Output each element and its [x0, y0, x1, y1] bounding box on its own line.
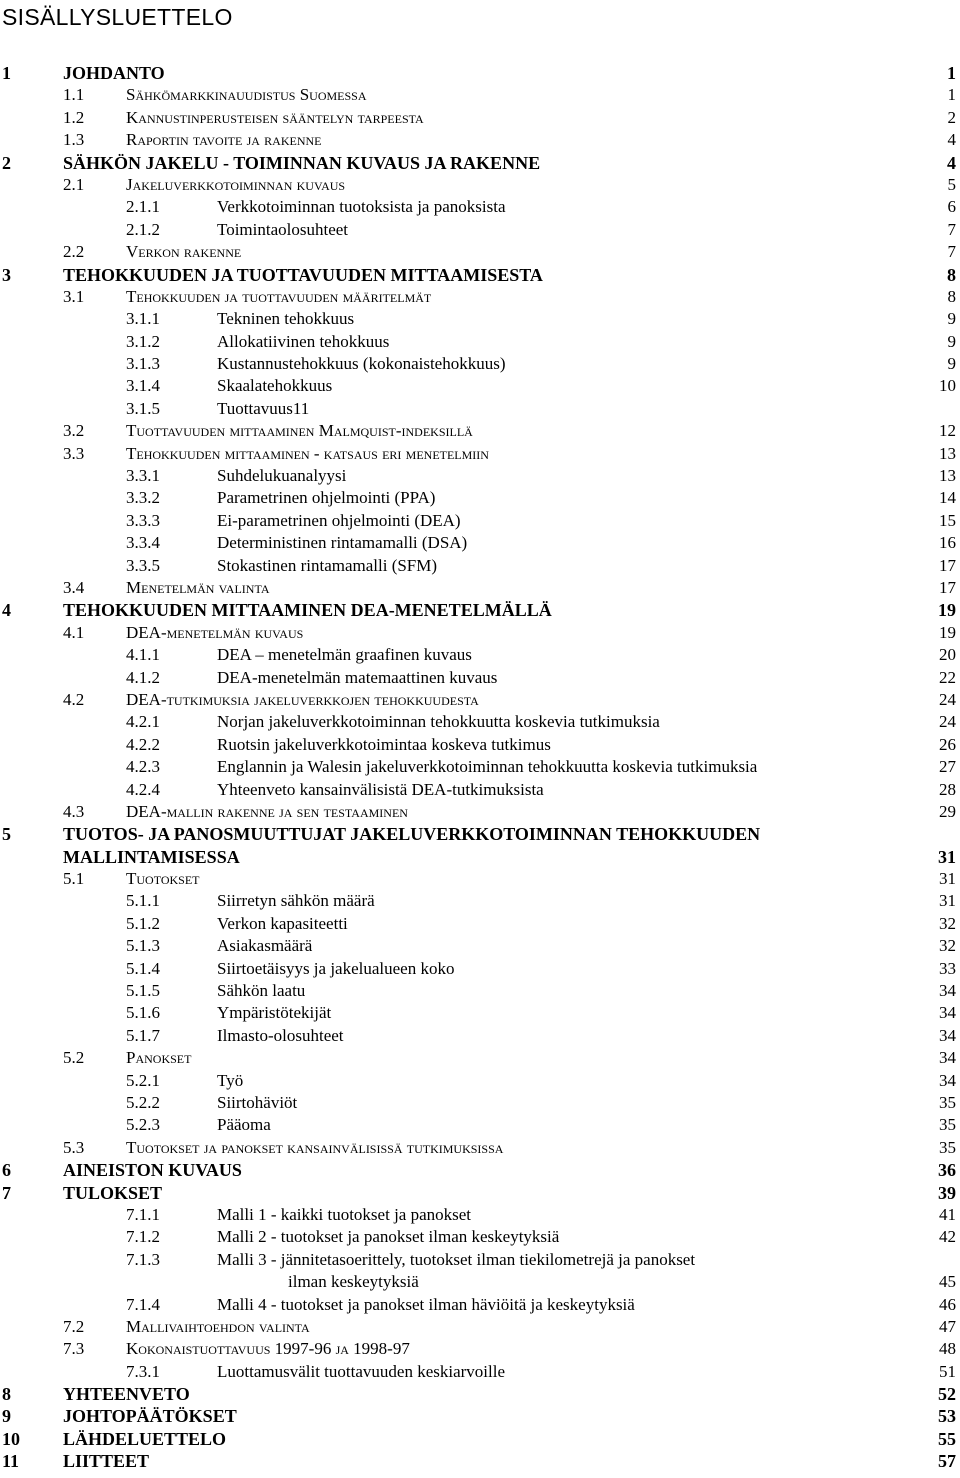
table-of-contents: [0, 62, 960, 1473]
toc-entry-page: 34: [939, 1025, 956, 1045]
toc-entry-page: 28: [939, 779, 956, 799]
toc-entry[interactable]: [0, 532, 960, 554]
toc-entry-page: 7: [947, 242, 956, 262]
toc-entry[interactable]: [0, 107, 960, 129]
toc-entry[interactable]: [0, 308, 960, 330]
toc-entry-title: Ei-parametrinen ohjelmointi (DEA): [217, 510, 461, 530]
toc-entry[interactable]: [0, 1204, 960, 1226]
toc-entry-number: 2: [2, 152, 11, 173]
toc-entry-number: 7.1.3: [126, 1249, 160, 1269]
toc-entry[interactable]: [0, 734, 960, 756]
toc-entry[interactable]: [0, 331, 960, 353]
toc-entry[interactable]: [0, 555, 960, 577]
toc-entry-title: Verkkotoiminnan tuotoksista ja panoksista: [217, 197, 506, 217]
toc-entry-page: 15: [939, 510, 956, 530]
toc-entry-title: Allokatiivinen tehokkuus: [217, 331, 390, 351]
toc-entry-title: Toimintaolosuhteet: [217, 219, 349, 239]
toc-entry-page: 27: [939, 757, 956, 777]
toc-entry-page: 19: [939, 622, 956, 642]
toc-entry-title: Luottamusvälit tuottavuuden keskiarvoille: [217, 1361, 505, 1381]
toc-entry-number: 3.3.1: [126, 466, 160, 486]
toc-entry-title: Malli 1 - kaikki tuotokset ja panokset: [217, 1204, 472, 1224]
toc-entry-number: 5.1.1: [126, 891, 160, 911]
toc-entry-number: 3.2: [63, 421, 85, 441]
toc-entry[interactable]: [0, 935, 960, 957]
toc-entry-title: DEA-menetelmän matemaattinen kuvaus: [217, 667, 498, 687]
toc-entry-page: 22: [939, 667, 956, 687]
toc-entry[interactable]: [0, 756, 960, 778]
toc-entry-number: 5.2.3: [126, 1115, 160, 1135]
toc-entry-title: Verkon rakenne: [126, 242, 242, 262]
toc-entry-number: 4.1.2: [126, 667, 160, 687]
toc-entry-page: 34: [939, 1048, 956, 1068]
toc-entry[interactable]: [0, 129, 960, 151]
toc-entry-number: 3.3.2: [126, 488, 160, 508]
toc-entry-page: 2: [947, 107, 956, 127]
toc-entry[interactable]: [0, 241, 960, 263]
toc-entry-title: Ympäristötekijät: [217, 1003, 332, 1023]
toc-entry-title: Deterministinen rintamamalli (DSA): [217, 533, 468, 553]
toc-entry-title: Kannustinperusteisen sääntelyn tarpeesta: [126, 107, 424, 127]
toc-entry[interactable]: [0, 1383, 960, 1405]
toc-entry-page: 34: [939, 981, 956, 1001]
toc-entry[interactable]: [0, 1294, 960, 1316]
toc-entry-number: 4.2.1: [126, 712, 160, 732]
toc-entry-page: 9: [947, 309, 956, 329]
toc-entry-number: 1: [2, 63, 11, 83]
toc-entry-title: Panokset: [126, 1048, 192, 1068]
toc-entry-page: 34: [939, 1070, 956, 1090]
toc-entry[interactable]: [0, 264, 960, 286]
toc-entry[interactable]: [0, 1182, 960, 1204]
toc-entry[interactable]: [0, 1316, 960, 1338]
toc-entry-title: Pääoma: [217, 1115, 271, 1135]
toc-entry[interactable]: [0, 84, 960, 106]
toc-entry-page: 1: [947, 63, 956, 83]
toc-entry-number: 4.2.3: [126, 757, 160, 777]
toc-entry-number: 5.3: [63, 1137, 85, 1157]
toc-entry[interactable]: [0, 644, 960, 666]
toc-entry[interactable]: [0, 196, 960, 218]
toc-entry-title: Raportin tavoite ja rakenne: [126, 130, 322, 150]
toc-entry-page: 17: [939, 555, 956, 575]
toc-entry-number: 7.1.2: [126, 1227, 160, 1247]
toc-entry-page: 6: [947, 197, 956, 217]
toc-entry-page: 10: [939, 376, 956, 396]
toc-entry-page: 31: [939, 891, 956, 911]
toc-entry-page: 32: [939, 936, 956, 956]
toc-entry-title: Ilmasto-olosuhteet: [217, 1025, 344, 1045]
toc-entry-title: Malli 4 - tuotokset ja panokset ilman häviöitä ja keskeytyksiä: [217, 1294, 635, 1314]
toc-entry-title: DEA-mallin rakenne ja sen testaaminen: [126, 801, 408, 821]
toc-entry-page: 35: [939, 1115, 956, 1135]
toc-entry-title: YHTEENVETO: [63, 1384, 190, 1405]
toc-entry-title: LIITTEET: [63, 1451, 150, 1472]
toc-entry-page: 48: [939, 1339, 956, 1359]
toc-entry[interactable]: [0, 1025, 960, 1047]
toc-entry[interactable]: [0, 599, 960, 621]
toc-entry-title: Tuotokset: [126, 869, 200, 889]
toc-entry-page: 52: [938, 1384, 956, 1405]
toc-entry-number: 8: [2, 1384, 11, 1405]
toc-entry-title: TUOTOS- JA PANOSMUUTTUJAT JAKELUVERKKOTOIMINNAN TEHOKKUUDEN MALLINTAMISESSA: [63, 824, 761, 867]
toc-entry-page: 31: [939, 869, 956, 889]
toc-entry[interactable]: [0, 1159, 960, 1181]
toc-entry[interactable]: [0, 286, 960, 308]
toc-entry-page: 46: [939, 1294, 956, 1314]
toc-entry-page: 7: [947, 219, 956, 239]
toc-entry-page: 16: [939, 533, 956, 553]
toc-entry-number: 4.3: [63, 801, 85, 821]
toc-entry-title: Siirtohäviöt: [217, 1092, 298, 1112]
toc-entry-page: 51: [939, 1361, 956, 1381]
toc-entry[interactable]: [0, 1405, 960, 1427]
toc-entry-number: 10: [2, 1428, 20, 1449]
toc-entry-number: 5.1.6: [126, 1003, 160, 1023]
toc-entry-number: 1.2: [63, 107, 85, 127]
toc-entry-page: 55: [938, 1428, 956, 1449]
toc-entry-title: TULOKSET: [63, 1182, 163, 1203]
toc-entry-number: 7.3: [63, 1339, 85, 1359]
toc-entry[interactable]: [0, 465, 960, 487]
toc-entry-page: 32: [939, 913, 956, 933]
toc-entry[interactable]: [0, 1226, 960, 1248]
toc-entry-page: 4: [947, 152, 956, 173]
toc-entry-title: Sähkön laatu: [217, 981, 306, 1001]
toc-entry-number: 3.4: [63, 577, 85, 597]
toc-entry-number: 5.1.5: [126, 981, 160, 1001]
toc-entry-title: Kustannustehokkuus (kokonaistehokkuus): [217, 354, 506, 374]
toc-entry-number: 4.2.4: [126, 779, 160, 799]
toc-entry-title: Siirretyn sähkön määrä: [217, 891, 375, 911]
toc-entry-title: LÄHDELUETTELO: [63, 1428, 227, 1449]
toc-entry-number: 3.1.2: [126, 331, 160, 351]
toc-entry-title: Tekninen tehokkuus: [217, 309, 355, 329]
toc-entry-page: 4: [947, 130, 956, 150]
toc-entry[interactable]: [0, 622, 960, 644]
toc-entry-title-line: Malli 3 - jännitetasoerittely, tuotokset ilman tiekilometrejä ja panokset: [217, 1249, 696, 1269]
toc-entry-number: 2.1: [63, 174, 85, 194]
toc-entry-number: 1.1: [63, 85, 85, 105]
toc-entry-number: 3.3.5: [126, 555, 160, 575]
toc-entry-number: 7.3.1: [126, 1361, 160, 1381]
toc-entry-title: Menetelmän valinta: [126, 577, 270, 597]
toc-entry-title: Jakeluverkkotoiminnan kuvaus: [126, 174, 346, 194]
toc-entry-title: TEHOKKUUDEN MITTAAMINEN DEA-MENETELMÄLLÄ: [63, 600, 552, 621]
toc-entry[interactable]: [0, 443, 960, 465]
toc-entry-title: Sähkömarkkinauudistus Suomessa: [126, 85, 367, 105]
toc-entry-page: 53: [938, 1406, 956, 1427]
toc-entry-number: 3.3: [63, 443, 85, 463]
toc-entry-number: 5.2: [63, 1048, 85, 1068]
toc-entry-number: 11: [2, 1451, 20, 1472]
toc-entry-number: 7.2: [63, 1316, 85, 1336]
toc-entry-number: 2.2: [63, 242, 85, 262]
toc-entry-number: 7.1.1: [126, 1204, 160, 1224]
toc-entry-title: Parametrinen ohjelmointi (PPA): [217, 488, 436, 508]
toc-entry-number: 5.1: [63, 869, 85, 889]
toc-entry[interactable]: [0, 711, 960, 733]
toc-entry-page: 8: [947, 264, 956, 285]
toc-entry-page: 5: [947, 174, 956, 194]
toc-entry-title: JOHDANTO: [63, 63, 165, 83]
toc-entry[interactable]: [0, 1428, 960, 1450]
toc-entry-page: 36: [938, 1160, 956, 1181]
toc-entry-number: 5: [2, 824, 11, 845]
toc-entry[interactable]: [0, 510, 960, 532]
toc-entry-page: 8: [947, 286, 956, 306]
toc-entry-title: Tehokkuuden mittaaminen - katsaus eri menetelmiin: [126, 443, 489, 463]
toc-entry-page: 9: [947, 354, 956, 374]
toc-entry[interactable]: [0, 1338, 960, 1360]
toc-entry[interactable]: [0, 689, 960, 711]
toc-entry[interactable]: [0, 890, 960, 912]
toc-entry-number: 3.1.5: [126, 398, 160, 418]
toc-entry-number: 5.1.2: [126, 913, 160, 933]
toc-entry-title: Mallivaihtoehdon valinta: [126, 1316, 310, 1336]
toc-entry-number: 3.1.4: [126, 376, 160, 396]
toc-entry[interactable]: [0, 487, 960, 509]
toc-entry-title: Norjan jakeluverkkotoiminnan tehokkuutta koskevia tutkimuksia: [217, 712, 660, 732]
toc-entry[interactable]: [0, 174, 960, 196]
toc-entry-title: Kokonaistuottavuus 1997-96 ja 1998-97: [126, 1339, 410, 1359]
toc-entry-number: 2.1.2: [126, 219, 160, 239]
toc-entry[interactable]: [0, 1070, 960, 1092]
toc-entry-page: 45: [939, 1272, 956, 1292]
toc-entry-page: 26: [939, 734, 956, 754]
toc-entry-page: 35: [939, 1092, 956, 1112]
toc-entry-page: 14: [939, 488, 956, 508]
toc-entry[interactable]: [0, 1249, 960, 1294]
toc-entry-title: Tuottavuus11: [217, 398, 310, 418]
toc-entry-page: 33: [939, 958, 956, 978]
toc-entry-page: 19: [938, 600, 956, 621]
toc-entry-number: 5.2.2: [126, 1092, 160, 1112]
toc-entry[interactable]: [0, 1092, 960, 1114]
toc-entry[interactable]: [0, 779, 960, 801]
toc-entry-number: 5.1.4: [126, 958, 160, 978]
toc-entry-number: 4.1: [63, 622, 85, 642]
toc-entry-title: AINEISTON KUVAUS: [63, 1160, 242, 1181]
toc-entry-title: DEA – menetelmän graafinen kuvaus: [217, 645, 472, 665]
toc-entry-number: 4.2: [63, 689, 85, 709]
toc-entry-number: 5.1.7: [126, 1025, 160, 1045]
toc-entry[interactable]: [0, 353, 960, 375]
toc-entry-title: Verkon kapasiteetti: [217, 913, 348, 933]
toc-entry-number: 5.2.1: [126, 1070, 160, 1090]
toc-entry-number: 4.1.1: [126, 645, 160, 665]
toc-entry-title: [217, 1249, 837, 1294]
toc-entry-title: Tuotokset ja panokset kansainvälisissä tutkimuksissa: [126, 1137, 504, 1157]
toc-entry[interactable]: [0, 1047, 960, 1069]
toc-entry-title: Asiakasmäärä: [217, 936, 313, 956]
toc-entry-page: 41: [939, 1204, 956, 1224]
toc-entry-number: 3: [2, 264, 11, 285]
toc-entry-title: Skaalatehokkuus: [217, 376, 333, 396]
page-title: SISÄLLYSLUETTELO: [2, 4, 233, 30]
toc-entry-title: Yhteenveto kansainvälisistä DEA-tutkimuksista: [217, 779, 544, 799]
toc-entry-title: DEA-menetelmän kuvaus: [126, 622, 304, 642]
toc-entry-number: 5.1.3: [126, 936, 160, 956]
toc-entry-page: 20: [939, 645, 956, 665]
toc-entry[interactable]: [0, 577, 960, 599]
toc-entry-number: 1.3: [63, 130, 85, 150]
toc-entry[interactable]: [0, 152, 960, 174]
toc-entry[interactable]: [0, 958, 960, 980]
toc-entry[interactable]: [0, 1450, 960, 1472]
toc-entry-title: JOHTOPÄÄTÖKSET: [63, 1406, 237, 1427]
toc-entry[interactable]: [0, 1137, 960, 1159]
toc-entry-number: 7: [2, 1182, 11, 1203]
toc-entry-page: 39: [938, 1182, 956, 1203]
toc-entry[interactable]: [0, 667, 960, 689]
toc-entry-page: 34: [939, 1003, 956, 1023]
toc-entry[interactable]: [0, 801, 960, 823]
toc-entry-page: 12: [939, 421, 956, 441]
toc-entry-page: 9: [947, 331, 956, 351]
toc-entry-number: 3.1.3: [126, 354, 160, 374]
toc-entry-number: 3.3.4: [126, 533, 160, 553]
toc-entry-page: 1: [947, 85, 956, 105]
toc-entry-page: 24: [939, 712, 956, 732]
toc-entry[interactable]: [0, 868, 960, 890]
toc-entry-title: TEHOKKUUDEN JA TUOTTAVUUDEN MITTAAMISESTA: [63, 264, 543, 285]
toc-entry[interactable]: [0, 980, 960, 1002]
toc-entry-page: 29: [939, 801, 956, 821]
toc-entry-number: 3.1.1: [126, 309, 160, 329]
toc-entry-number: 3.3.3: [126, 510, 160, 530]
toc-entry-page: 24: [939, 689, 956, 709]
toc-entry-title: Ruotsin jakeluverkkotoimintaa koskeva tutkimus: [217, 734, 551, 754]
toc-entry-number: 9: [2, 1406, 11, 1427]
toc-entry-page: 31: [938, 846, 956, 867]
toc-entry-page: 17: [939, 577, 956, 597]
toc-entry-page: 13: [939, 443, 956, 463]
toc-entry-number: 2.1.1: [126, 197, 160, 217]
toc-entry-number: 6: [2, 1160, 11, 1181]
toc-entry-title: Englannin ja Walesin jakeluverkkotoiminnan tehokkuutta koskevia tutkimuksia: [217, 757, 758, 777]
toc-entry[interactable]: [0, 420, 960, 442]
toc-entry-number: 4.2.2: [126, 734, 160, 754]
toc-entry-title: Suhdelukuanalyysi: [217, 466, 347, 486]
toc-entry-page: 42: [939, 1227, 956, 1247]
toc-entry-title: Tuottavuuden mittaaminen Malmquist-indeksillä: [126, 421, 473, 441]
toc-entry[interactable]: [0, 62, 960, 84]
toc-entry-number: 4: [2, 600, 11, 621]
toc-entry-title: DEA-tutkimuksia jakeluverkkojen tehokkuudesta: [126, 689, 479, 709]
toc-entry-number: 3.1: [63, 286, 85, 306]
toc-entry[interactable]: [0, 913, 960, 935]
toc-entry[interactable]: [0, 219, 960, 241]
toc-entry-title: Siirtoetäisyys ja jakelualueen koko: [217, 958, 455, 978]
toc-entry[interactable]: [0, 823, 960, 868]
toc-entry-title: Malli 2 - tuotokset ja panokset ilman keskeytyksiä: [217, 1227, 560, 1247]
toc-entry-page: 35: [939, 1137, 956, 1157]
toc-entry[interactable]: [0, 398, 960, 420]
toc-entry[interactable]: [0, 1114, 960, 1136]
toc-entry-page: 13: [939, 466, 956, 486]
toc-entry-title: SÄHKÖN JAKELU - TOIMINNAN KUVAUS JA RAKENNE: [63, 152, 541, 173]
toc-entry[interactable]: [0, 1002, 960, 1024]
toc-entry-page: 47: [939, 1316, 956, 1336]
toc-entry-title: Työ: [217, 1070, 244, 1090]
toc-entry-title: Stokastinen rintamamalli (SFM): [217, 555, 438, 575]
toc-entry[interactable]: [0, 375, 960, 397]
toc-entry-page: 57: [938, 1451, 956, 1472]
toc-entry-title: Tehokkuuden ja tuottavuuden määritelmät: [126, 286, 432, 306]
toc-entry-title-continuation: ilman keskeytyksiä: [288, 1272, 419, 1292]
toc-entry-number: 7.1.4: [126, 1294, 160, 1314]
toc-entry[interactable]: [0, 1361, 960, 1383]
